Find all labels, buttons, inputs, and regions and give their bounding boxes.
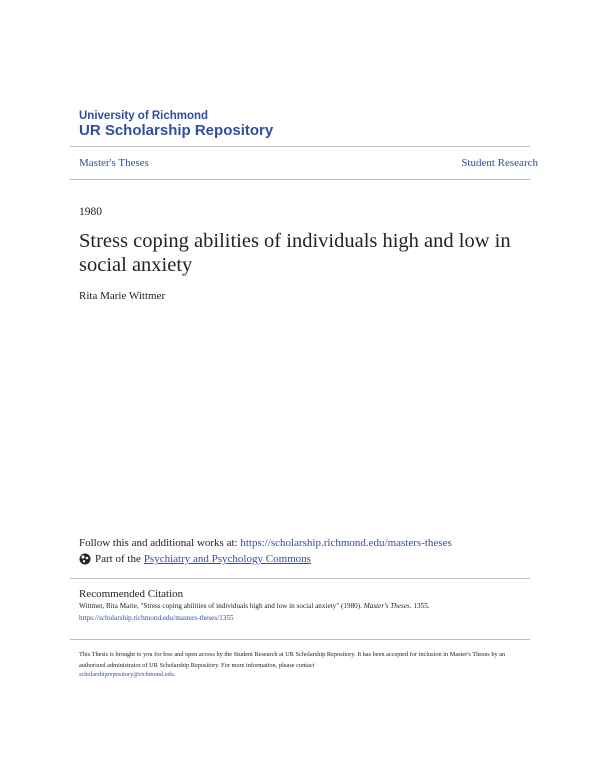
citation-url-link[interactable]: https://scholarship.richmond.edu/masters-theses/1355	[79, 614, 234, 622]
author-name: Rita Marie Wittmer	[79, 290, 166, 302]
notice-email-line	[79, 671, 175, 678]
notice-text: This Thesis is brought to you for free and open access by the Student Research at UR Scholarship Repository. It has been accepted for inclusion in Master's Theses by an authorized administrator of UR Scholarship Repository. For more information, please contact	[79, 651, 506, 669]
citation-text	[79, 602, 430, 610]
access-notice	[79, 650, 529, 671]
publication-year: 1980	[79, 206, 102, 218]
notice-divider	[70, 639, 530, 640]
citation-body: Wittmer, Rita Marie, "Stress coping abilities of individuals high and low in social anxiety" (1980).	[79, 602, 362, 610]
repository-name[interactable]: UR Scholarship Repository	[79, 122, 274, 139]
contact-email-link[interactable]: scholarshiprepository@richmond.edu	[79, 671, 174, 678]
institution-name[interactable]: University of Richmond	[79, 110, 209, 122]
follow-line	[79, 537, 452, 549]
follow-label: Follow this and additional works at:	[79, 537, 238, 549]
network-icon	[79, 553, 91, 565]
citation-number: . 1355.	[409, 602, 430, 610]
student-research-link[interactable]: Student Research	[461, 157, 538, 169]
document-title: Stress coping abilities of individuals high and low in social anxiety	[79, 230, 511, 276]
citation-heading: Recommended Citation	[79, 588, 184, 600]
masters-theses-link[interactable]: Master's Theses	[79, 157, 149, 169]
part-of-line	[79, 553, 311, 565]
follow-url-link[interactable]: https://scholarship.richmond.edu/masters-theses	[240, 537, 452, 549]
citation-divider	[70, 578, 530, 579]
commons-link[interactable]: Psychiatry and Psychology Commons	[143, 553, 311, 565]
part-of-label: Part of the	[95, 553, 141, 565]
nav-divider	[70, 179, 530, 180]
citation-series: Master's Theses	[363, 602, 410, 610]
notice-email-suffix: .	[173, 671, 176, 678]
header-divider	[70, 146, 530, 147]
